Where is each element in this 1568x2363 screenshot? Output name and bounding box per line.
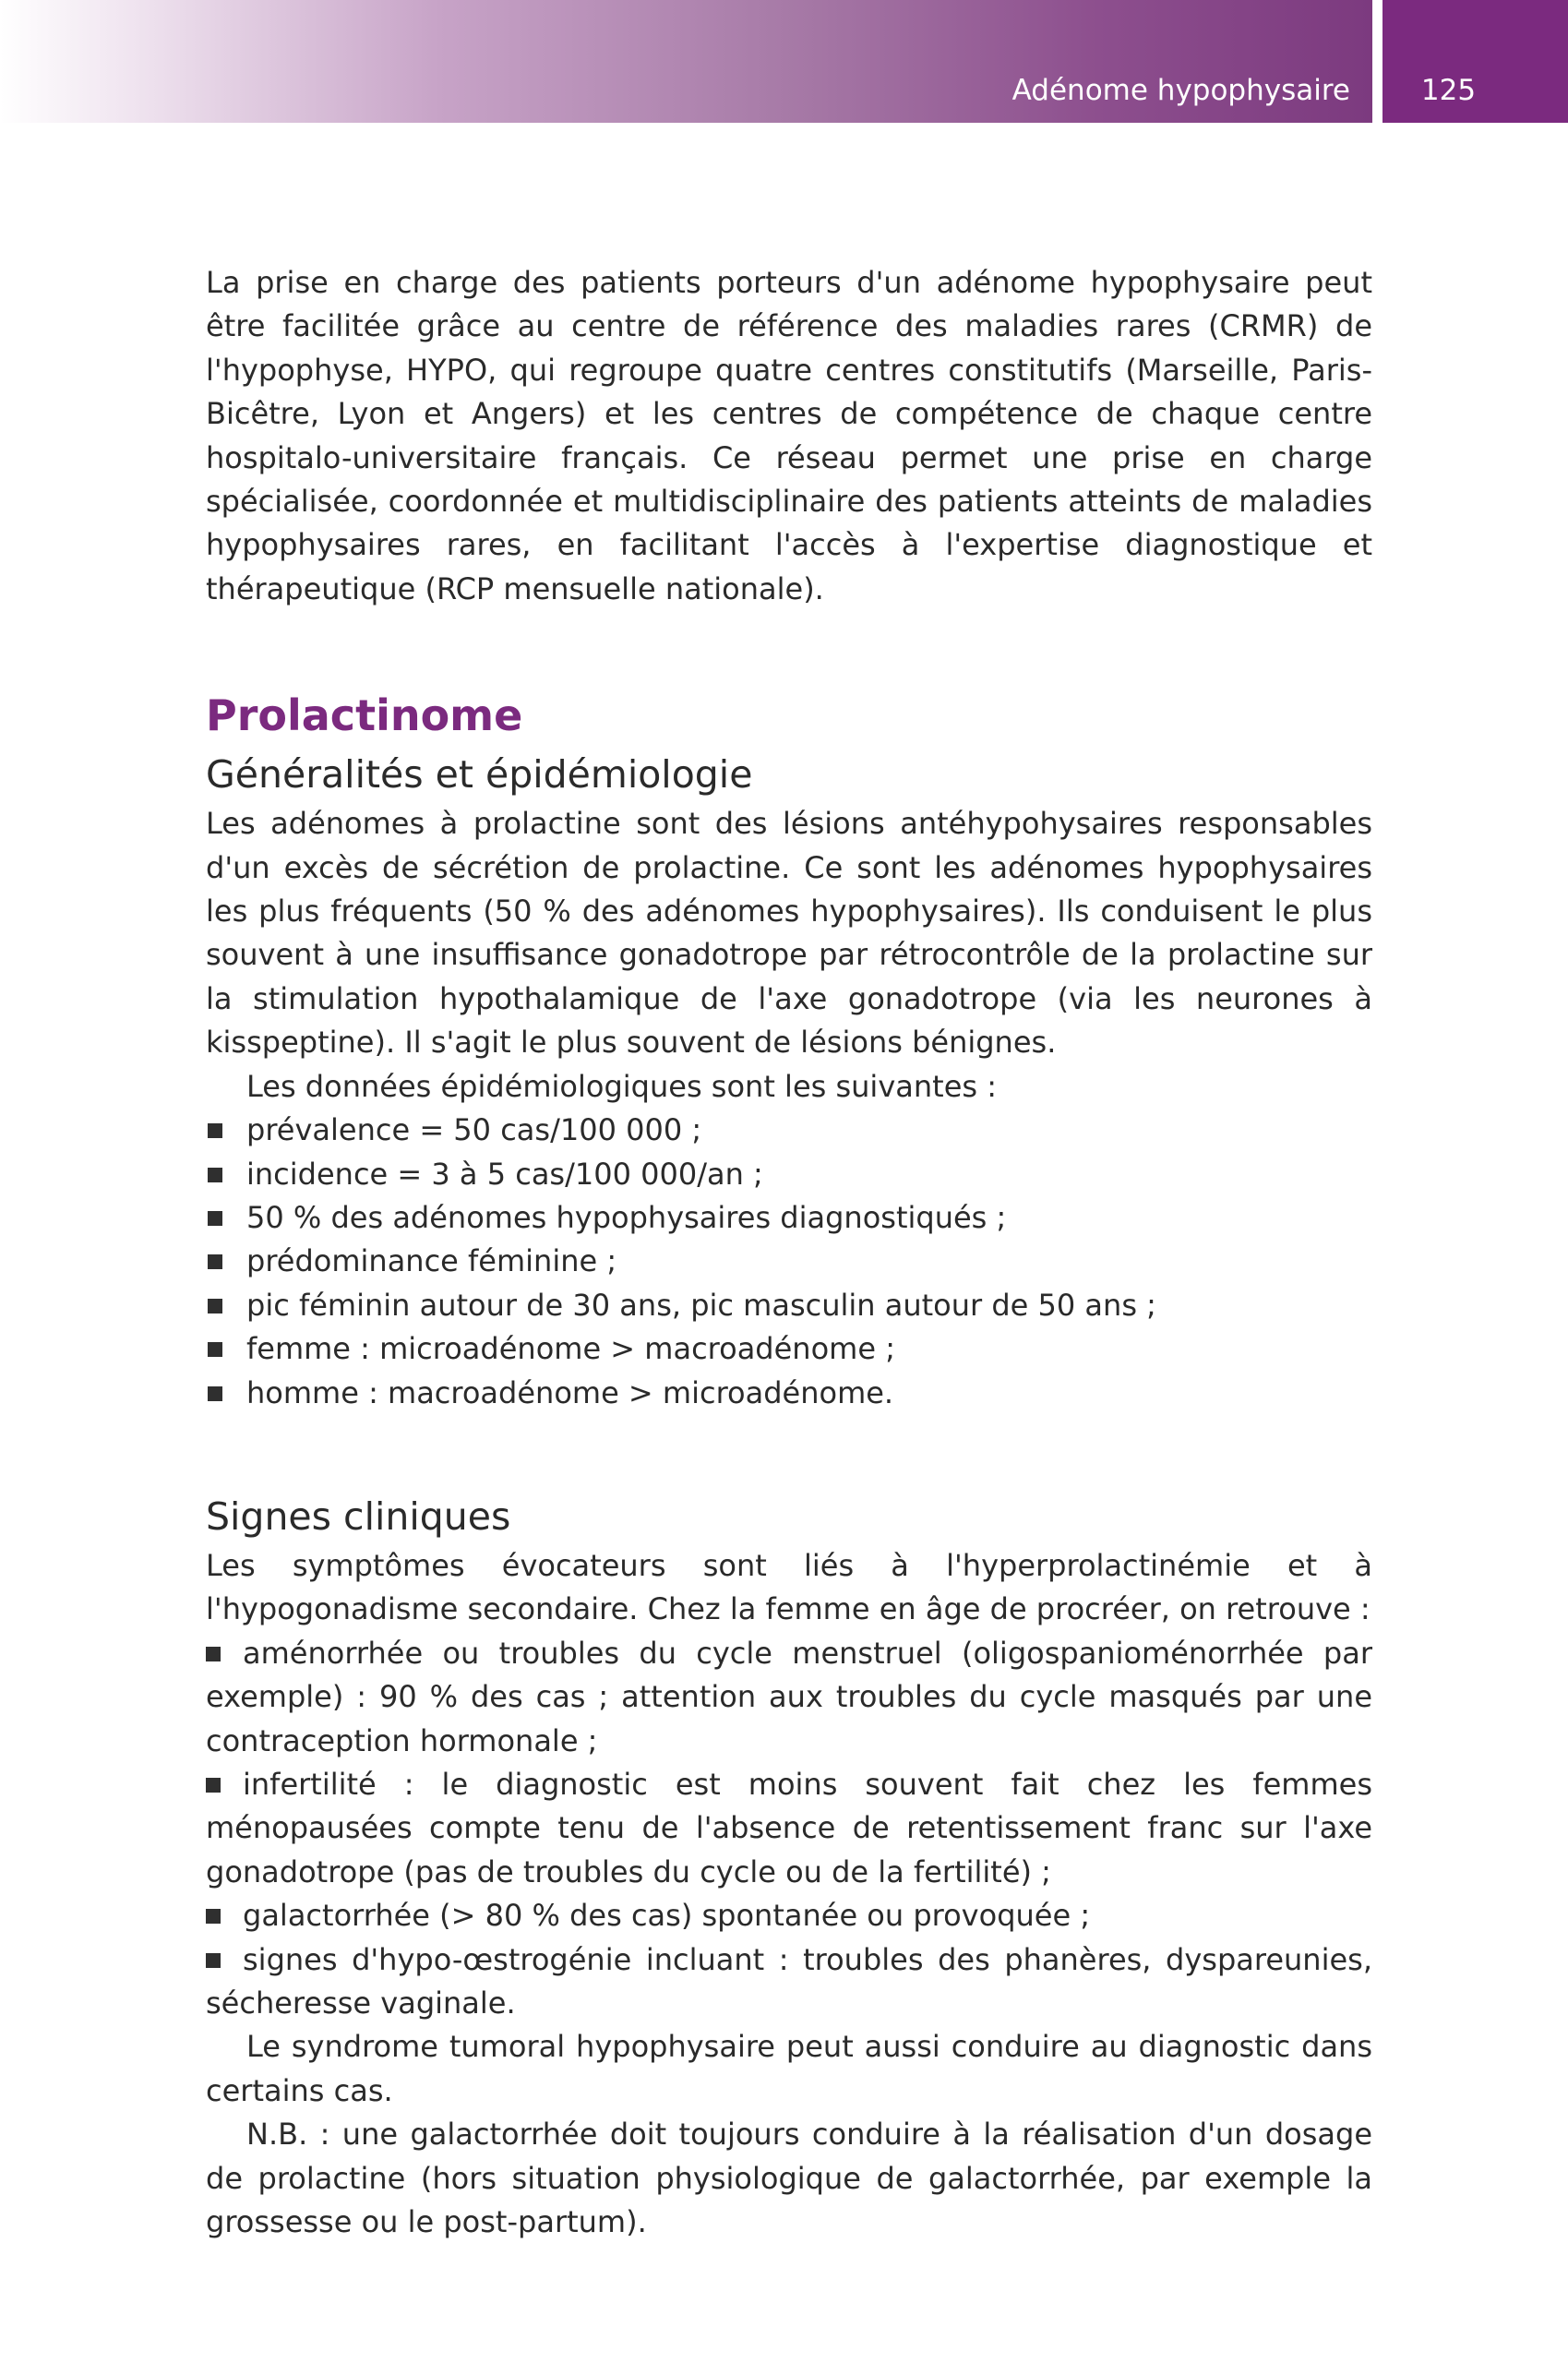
epidemiology-list <box>206 1109 1372 1415</box>
square-bullet-icon <box>208 1123 222 1138</box>
square-bullet-icon <box>208 1254 222 1269</box>
list-item: signes d'hypo-œstrogénie incluant : troubles des phanères, dyspareunies, sécheresse vaginale. <box>206 1941 1372 2021</box>
epidemiology-list-intro: Les données épidémiologiques sont les suivantes : <box>246 1068 997 1104</box>
square-bullet-icon <box>206 1778 221 1793</box>
square-bullet-icon <box>206 1647 221 1661</box>
subsection-heading-signes: Signes cliniques <box>206 1493 511 1539</box>
square-bullet-icon <box>208 1342 222 1357</box>
list-item: homme : macroadénome > microadénome. <box>206 1372 1372 1415</box>
list-item: infertilité : le diagnostic est moins souvent fait chez les femmes ménopausées compte tenu de l'absence de retentissement franc sur l'axe gonadotrope (pas de troubles du cycle ou de la fertilité) ; <box>206 1766 1372 1889</box>
page-content <box>206 261 1372 2244</box>
square-bullet-icon <box>208 1168 222 1182</box>
generalites-paragraph: Les adénomes à prolactine sont des lésions antéhypohysaires responsables d'un excès de sécrétion de prolactine. Ce sont les adénomes hypophysaires les plus fréquents (50 % des adénomes hypophysaires). Ils conduisent le plus souvent à une insuffisance gonadotrope par rétrocontrôle de la prolactine sur la stimulation hypothalamique de l'axe gonadotrope (via les neurones à kisspeptine). Il s'agit le plus souvent de lésions bénignes. <box>206 806 1372 1061</box>
square-bullet-icon <box>208 1386 222 1401</box>
list-item: pic féminin autour de 30 ans, pic masculin autour de 50 ans ; <box>206 1284 1372 1327</box>
subsection-heading-generalites: Généralités et épidémiologie <box>206 752 753 798</box>
square-bullet-icon <box>208 1299 222 1313</box>
nb-paragraph: N.B. : une galactorrhée doit toujours conduire à la réalisation d'un dosage de prolactine (hors situation physiologique de galactorrhée, par exemple la grossesse ou le post-partum). <box>206 2117 1372 2240</box>
list-item: prédominance féminine ; <box>206 1240 1372 1283</box>
signes-paragraph: Les symptômes évocateurs sont liés à l'hyperprolactinémie et à l'hypogonadisme secondaire. Chez la femme en âge de procréer, on retrouve : <box>206 1547 1372 1627</box>
list-item: prévalence = 50 cas/100 000 ; <box>206 1109 1372 1152</box>
square-bullet-icon <box>206 1909 221 1924</box>
square-bullet-icon <box>208 1211 222 1226</box>
intro-paragraph: La prise en charge des patients porteurs d'un adénome hypophysaire peut être facilitée grâce au centre de référence des maladies rares (CRMR) de l'hypophyse, HYPO, qui regroupe quatre centres constitutifs (Marseille, Paris-Bicêtre, Lyon et Angers) et les centres de compétence de chaque centre hospitalo-universitaire français. Ce réseau permet une prise en charge spécialisée, coordonnée et multidisciplinaire des patients atteints de maladies hypophysaires rares, en facilitant l'accès à l'expertise diagnostique et thérapeutique (RCP mensuelle nationale). <box>206 265 1372 606</box>
tumoral-paragraph: Le syndrome tumoral hypophysaire peut aussi conduire au diagnostic dans certains cas. <box>206 2029 1372 2108</box>
list-item: 50 % des adénomes hypophysaires diagnostiqués ; <box>206 1196 1372 1240</box>
list-item: incidence = 3 à 5 cas/100 000/an ; <box>206 1153 1372 1196</box>
page-number: 125 <box>1420 74 1477 107</box>
square-bullet-icon <box>206 1953 221 1968</box>
running-title: Adénome hypophysaire <box>1011 74 1350 107</box>
section-title: Prolactinome <box>206 690 523 741</box>
list-item: femme : microadénome > macroadénome ; <box>206 1327 1372 1371</box>
list-item: galactorrhée (> 80 % des cas) spontanée ou provoquée ; <box>206 1894 1372 1937</box>
list-item: aménorrhée ou troubles du cycle menstruel (oligospanioménorrhée par exemple) : 90 % des cas ; attention aux troubles du cycle masqués par une contraception hormonale ; <box>206 1635 1372 1758</box>
